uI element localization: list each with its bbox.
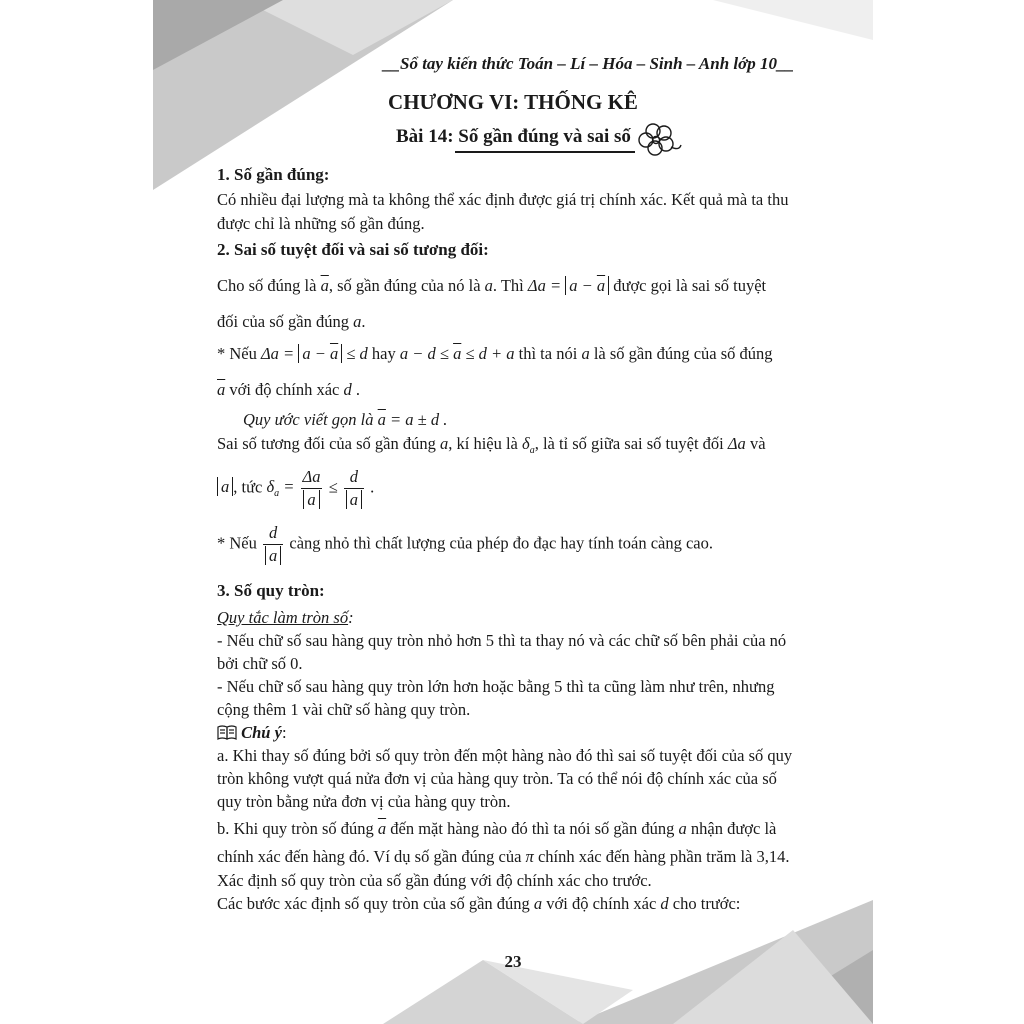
fraction: $\frac{d}{a}$ xyxy=(263,522,283,567)
formula: a xyxy=(353,312,362,331)
convention-line: Quy ước viết gọn là $\overline{a} = a \pm d$ . xyxy=(243,410,448,429)
page-number: 23 xyxy=(504,952,522,971)
formula: $\delta_a$ xyxy=(522,434,535,456)
formula: d xyxy=(343,380,352,399)
flower-icon xyxy=(635,121,683,161)
section-1-line-1: Có nhiều đại lượng mà ta không thể xác định được giá trị chính xác. Kết quả mà ta thu xyxy=(217,190,789,209)
section-2-line-1: Cho số đúng là $\overline{a}$, số gần đúng của nó là a. Thì $\Delta a = a - \overline{a}$ được gọi là sai số tuyệt xyxy=(217,276,767,295)
formula: $\delta_a$ = xyxy=(266,477,299,500)
lesson-title xyxy=(396,126,631,148)
section-1-line-2: được chỉ là những số gần đúng. xyxy=(217,214,425,233)
formula: $\overline{a}$ xyxy=(320,276,329,295)
running-header: __Sổ tay kiến thức Toán – Lí – Hóa – Sinh – Anh lớp 10__ xyxy=(383,54,795,73)
note-a-line-1: a. Khi thay số đúng bởi số quy tròn đến một hàng nào đó thì sai số tuyệt đối của số quy xyxy=(217,746,793,765)
section-2-line-8: * Nếu $\frac{d}{a}$ càng nhỏ thì chất lượng của phép đo đạc hay tính toán càng cao. xyxy=(217,523,713,565)
section-2-heading: 2. Sai số tuyệt đối và sai số tương đối: xyxy=(217,240,489,259)
lesson-prefix: Bài 14: xyxy=(396,126,459,147)
formula: a xyxy=(439,434,449,453)
formula: $\overline{a}$ xyxy=(377,819,387,838)
formula: a xyxy=(533,894,543,913)
section-1-heading: 1. Số gần đúng: xyxy=(217,165,330,184)
lesson-underline xyxy=(455,151,635,153)
section-2-line-2: đối của số gần đúng a. xyxy=(217,312,366,331)
formula: $\Delta a = a - \overline{a}$ xyxy=(528,276,609,295)
section-2-line-3: * Nếu $\Delta a = a - \overline{a} \le d$ hay $a - d \le \overline{a} \le d + a$ thì ta nói a là số gần đúng của số đúng xyxy=(217,344,773,363)
fraction: $\frac{\Delta a}{a}$ xyxy=(302,467,321,509)
note-a-line-2: tròn không vượt quá nửa đơn vị của hàng quy tròn. Ta có thể nói độ chính xác của số xyxy=(217,769,777,788)
note-heading: Chú ý: xyxy=(217,721,287,744)
section-3-heading: 3. Số quy tròn: xyxy=(217,581,325,600)
formula: d xyxy=(660,894,669,913)
note-b-line-3: Xác định số quy tròn của số gần đúng với độ chính xác cho trước. xyxy=(217,871,652,890)
formula: Δa xyxy=(727,434,746,453)
note-b-line-2: chính xác đến hàng đó. Ví dụ số gần đúng của π chính xác đến hàng phần trăm là 3,14. xyxy=(217,847,790,866)
lesson-name: Số gần đúng và sai số xyxy=(458,126,631,147)
fraction: $\frac{d}{a}$ xyxy=(344,466,364,511)
formula: $\overline{a}$ xyxy=(217,380,226,399)
chapter-title: CHƯƠNG VI: THỐNG KÊ xyxy=(388,90,638,114)
formula: a xyxy=(217,477,233,496)
formula: a xyxy=(581,344,590,363)
rule-2-line-1: - Nếu chữ số sau hàng quy tròn lớn hơn hoặc bằng 5 thì ta cũng làm như trên, nhưng xyxy=(217,677,775,696)
book-page xyxy=(153,0,873,1024)
section-2-line-6: Sai số tương đối của số gần đúng a, kí hiệu là $\delta_a$, là tỉ số giữa sai số tuyệt đối Δa và xyxy=(217,434,766,456)
formula: a xyxy=(484,276,493,295)
rule-1-line-1: - Nếu chữ số sau hàng quy tròn nhỏ hơn 5 thì ta thay nó và các chữ số bên phải của nó xyxy=(217,631,787,650)
section-2-line-4: $\overline{a}$ với độ chính xác d . xyxy=(217,380,360,399)
formula: $a - d \le \overline{a} \le d + a$ xyxy=(399,344,515,363)
formula: a xyxy=(678,819,687,838)
book-icon xyxy=(217,724,237,740)
note-b-line-4: Các bước xác định số quy tròn của số gần đúng a với độ chính xác d cho trước: xyxy=(217,894,741,913)
note-b-line-1: b. Khi quy tròn số đúng $\overline{a}$ đến mặt hàng nào đó thì ta nói số gần đúng a nhận được là xyxy=(217,819,777,838)
note-a-line-3: quy tròn bằng nửa đơn vị của hàng quy tròn. xyxy=(217,792,511,811)
rule-2-line-2: cộng thêm 1 vài chữ số hàng quy tròn. xyxy=(217,700,471,719)
rounding-rule-title: Quy tắc làm tròn số: xyxy=(217,608,354,627)
formula: π xyxy=(525,847,534,866)
formula: $\Delta a = a - \overline{a} \le d$ xyxy=(261,344,368,363)
section-2-line-7: a , tức $\delta_a$ = $\frac{\Delta a}{a}$ ≤ $\frac{d}{a}$ . xyxy=(217,466,374,511)
rule-1-line-2: bởi chữ số 0. xyxy=(217,654,303,673)
formula: $\overline{a} = a \pm d$ xyxy=(377,410,440,429)
